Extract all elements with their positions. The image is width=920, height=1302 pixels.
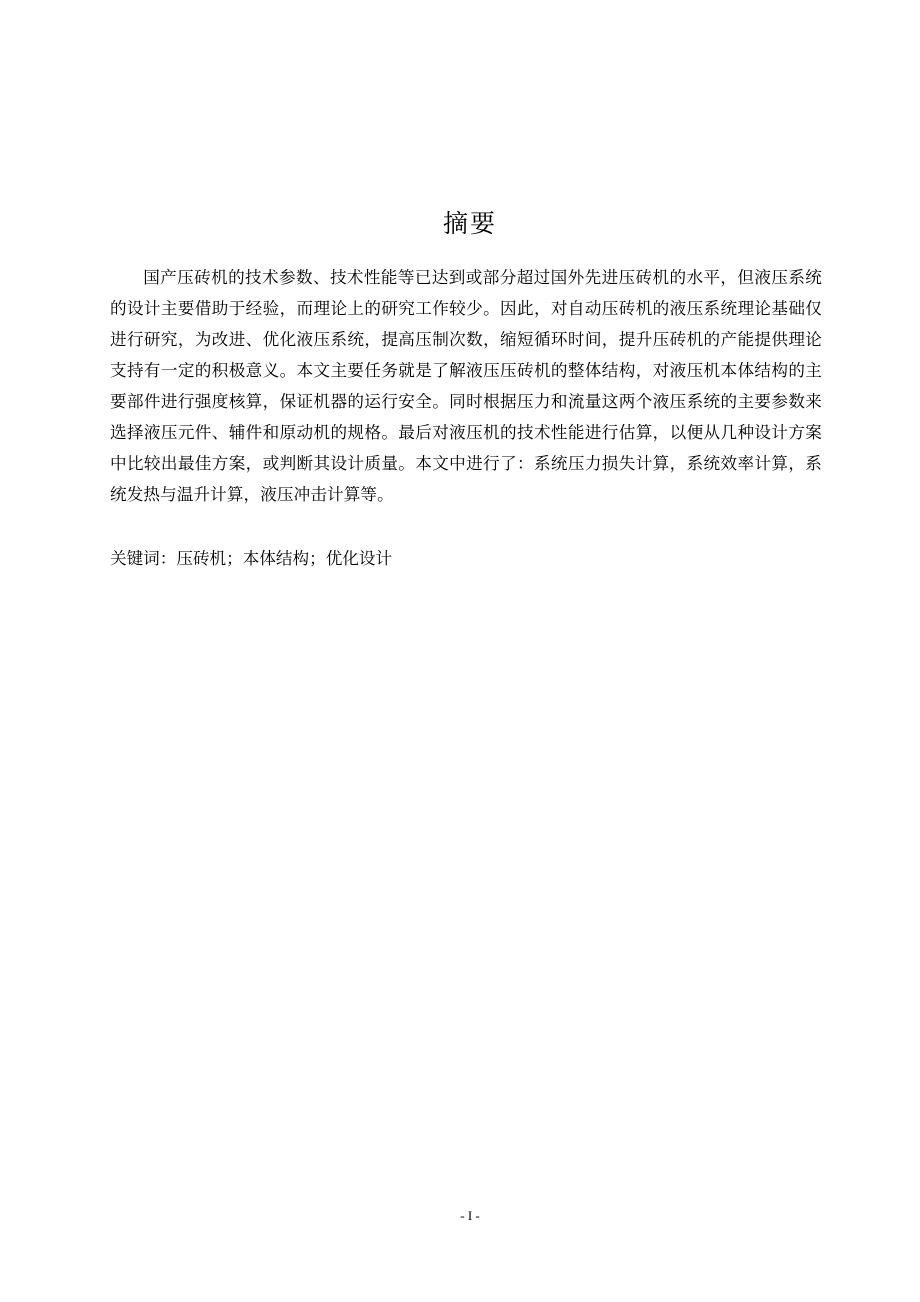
page-title: 摘要	[442, 209, 497, 238]
page-number: - I -	[460, 1208, 480, 1223]
keywords-line: 关键词：压砖机；本体结构；优化设计	[110, 549, 393, 568]
abstract-paragraph: 国产压砖机的技术参数、技术性能等已达到或部分超过国外先进压砖机的水平，但液压系统的设计主要借助于经验，而理论上的研究工作较少。因此，对自动压砖机的液压系统理论基础仅进行研究，为改进、优化液压系统，提高压制次数，缩短循环时间，提升压砖机的产能提供理论支持有一定的积极意义。本文主要任务就是了解液压压砖机的整体结构，对液压机本体结构的主要部件进行强度核算，保证机器的运行安全。同时根据压力和流量这两个液压系统的主要参数来选择液压元件、辅件和原动机的规格。最后对液压机的技术性能进行估算，以便从几种设计方案中比较出最佳方案，或判断其设计质量。本文中进行了：系统压力损失计算，系统效率计算，系统发热与温升计算，液压冲击计算等。	[110, 268, 822, 504]
